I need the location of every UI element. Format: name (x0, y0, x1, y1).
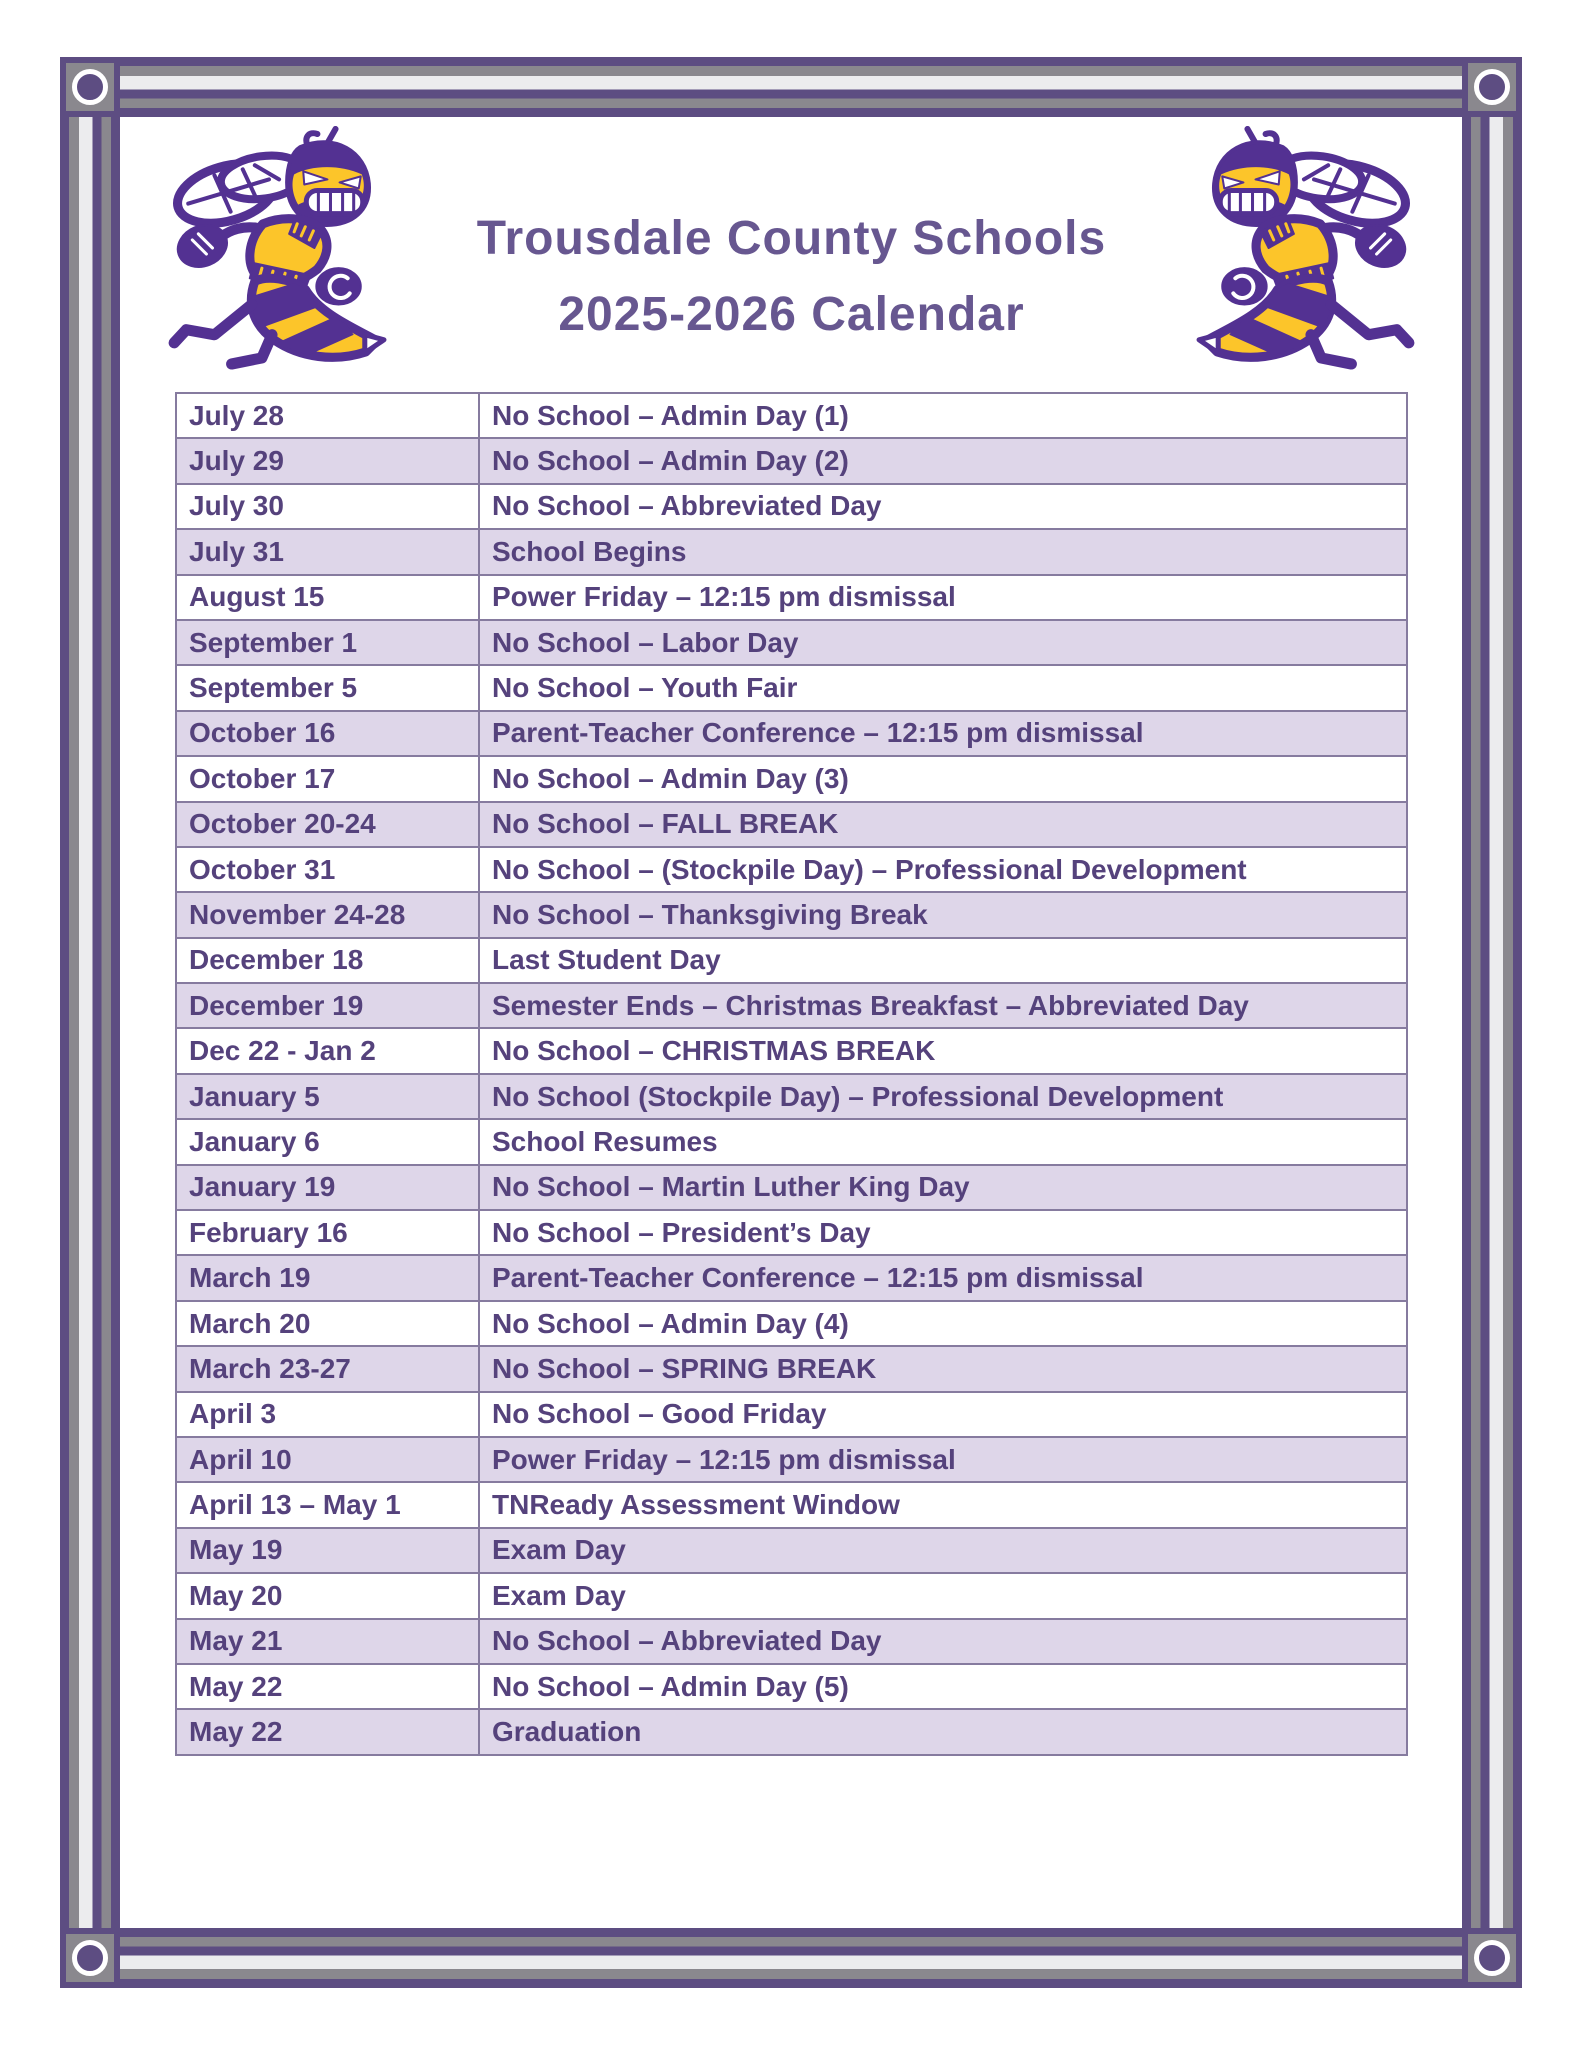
table-row (176, 1028, 1407, 1073)
event-cell: Exam Day (479, 1528, 1407, 1573)
table-row (176, 1573, 1407, 1618)
date-cell: May 22 (176, 1664, 479, 1709)
date-cell: April 3 (176, 1392, 479, 1437)
event-cell: No School – Thanksgiving Break (479, 892, 1407, 937)
circle-ornament-icon (1474, 69, 1510, 105)
date-cell: March 19 (176, 1255, 479, 1300)
event-cell: Semester Ends – Christmas Breakfast – Abbreviated Day (479, 983, 1407, 1028)
table-row (176, 1528, 1407, 1573)
date-cell: July 31 (176, 529, 479, 574)
event-cell: No School – Admin Day (1) (479, 393, 1407, 438)
event-cell: No School – Good Friday (479, 1392, 1407, 1437)
page-title: Trousdale County Schools (476, 212, 1107, 265)
date-cell: December 18 (176, 938, 479, 983)
date-cell: May 19 (176, 1528, 479, 1573)
event-cell: No School – President’s Day (479, 1210, 1407, 1255)
date-cell: July 28 (176, 393, 479, 438)
frame-border-right (1462, 57, 1522, 1988)
table-row (176, 665, 1407, 710)
event-cell: Parent-Teacher Conference – 12:15 pm dismissal (479, 1255, 1407, 1300)
table-row (176, 802, 1407, 847)
date-cell: May 21 (176, 1619, 479, 1664)
table-row (176, 529, 1407, 574)
event-cell: Parent-Teacher Conference – 12:15 pm dismissal (479, 711, 1407, 756)
table-row (176, 438, 1407, 483)
event-cell: Power Friday – 12:15 pm dismissal (479, 1437, 1407, 1482)
table-row (176, 484, 1407, 529)
table-row (176, 892, 1407, 937)
event-cell: No School – Youth Fair (479, 665, 1407, 710)
table-row (176, 756, 1407, 801)
table-row (176, 393, 1407, 438)
table-row (176, 1437, 1407, 1482)
date-cell: December 19 (176, 983, 479, 1028)
event-cell: No School (Stockpile Day) – Professional Development (479, 1074, 1407, 1119)
event-cell: Exam Day (479, 1573, 1407, 1618)
circle-ornament-icon (72, 69, 108, 105)
date-cell: January 6 (176, 1119, 479, 1164)
frame-corner-ornament (1462, 1928, 1522, 1988)
date-cell: October 20-24 (176, 802, 479, 847)
date-cell: July 29 (176, 438, 479, 483)
frame-border-left (60, 57, 120, 1988)
event-cell: No School – CHRISTMAS BREAK (479, 1028, 1407, 1073)
table-row (176, 938, 1407, 983)
date-cell: September 1 (176, 620, 479, 665)
frame-corner-ornament (60, 57, 120, 117)
date-cell: Dec 22 - Jan 2 (176, 1028, 479, 1073)
table-row (176, 1709, 1407, 1754)
date-cell: February 16 (176, 1210, 479, 1255)
table-row (176, 1301, 1407, 1346)
table-row (176, 1119, 1407, 1164)
event-cell: No School – Abbreviated Day (479, 484, 1407, 529)
circle-ornament-icon (1474, 1940, 1510, 1976)
event-cell: School Begins (479, 529, 1407, 574)
event-cell: No School – FALL BREAK (479, 802, 1407, 847)
table-row (176, 1346, 1407, 1391)
table-row (176, 1255, 1407, 1300)
document-title (0, 212, 1583, 342)
table-row (176, 1619, 1407, 1664)
event-cell: Graduation (479, 1709, 1407, 1754)
event-cell: No School – Admin Day (3) (479, 756, 1407, 801)
frame-corner-ornament (1462, 57, 1522, 117)
event-cell: No School – Labor Day (479, 620, 1407, 665)
event-cell: Power Friday – 12:15 pm dismissal (479, 575, 1407, 620)
table-row (176, 1165, 1407, 1210)
calendar-table-body (176, 393, 1407, 1755)
table-row (176, 847, 1407, 892)
table-row (176, 1392, 1407, 1437)
event-cell: Last Student Day (479, 938, 1407, 983)
table-row (176, 1074, 1407, 1119)
date-cell: October 17 (176, 756, 479, 801)
calendar-table (175, 392, 1408, 1756)
date-cell: May 20 (176, 1573, 479, 1618)
table-row (176, 575, 1407, 620)
event-cell: No School – Abbreviated Day (479, 1619, 1407, 1664)
event-cell: No School – Admin Day (2) (479, 438, 1407, 483)
event-cell: No School – SPRING BREAK (479, 1346, 1407, 1391)
frame-border-bottom (60, 1928, 1522, 1988)
circle-ornament-icon (72, 1940, 108, 1976)
date-cell: May 22 (176, 1709, 479, 1754)
date-cell: November 24-28 (176, 892, 479, 937)
date-cell: July 30 (176, 484, 479, 529)
event-cell: No School – (Stockpile Day) – Professional Development (479, 847, 1407, 892)
frame-corner-ornament (60, 1928, 120, 1988)
table-row (176, 1210, 1407, 1255)
date-cell: April 10 (176, 1437, 479, 1482)
date-cell: March 23-27 (176, 1346, 479, 1391)
date-cell: April 13 – May 1 (176, 1482, 479, 1527)
table-row (176, 620, 1407, 665)
date-cell: March 20 (176, 1301, 479, 1346)
page-subtitle: 2025-2026 Calendar (558, 288, 1025, 341)
date-cell: January 19 (176, 1165, 479, 1210)
event-cell: No School – Admin Day (4) (479, 1301, 1407, 1346)
date-cell: October 16 (176, 711, 479, 756)
date-cell: January 5 (176, 1074, 479, 1119)
date-cell: September 5 (176, 665, 479, 710)
table-row (176, 711, 1407, 756)
date-cell: August 15 (176, 575, 479, 620)
table-row (176, 1482, 1407, 1527)
event-cell: No School – Admin Day (5) (479, 1664, 1407, 1709)
event-cell: School Resumes (479, 1119, 1407, 1164)
table-row (176, 983, 1407, 1028)
table-row (176, 1664, 1407, 1709)
event-cell: No School – Martin Luther King Day (479, 1165, 1407, 1210)
frame-border-top (60, 57, 1522, 117)
event-cell: TNReady Assessment Window (479, 1482, 1407, 1527)
date-cell: October 31 (176, 847, 479, 892)
